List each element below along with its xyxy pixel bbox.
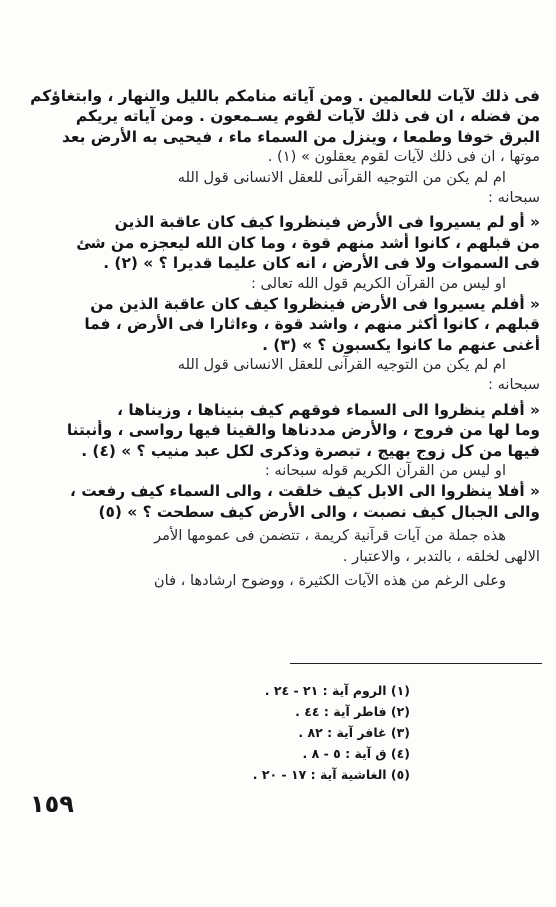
text-line: وما لها من فروج ، والأرض مددناها والقينا فيها رواسى ، وأنبتنا	[66, 421, 540, 440]
text-line: هذه جملة من آيات قرآنية كريمة ، تتضمن فى عمومها الأمر	[154, 527, 506, 545]
text-line: موتها ، ان فى ذلك لآيات لقوم يعقلون » (١) .	[267, 148, 540, 166]
text-line: وعلى الرغم من هذه الآيات الكثيرة ، ووضوح ارشادها ، فان	[153, 571, 506, 589]
text-line: « أو لم يسيروا فى الأرض فينظروا كيف كان عاقبة الذين	[114, 213, 540, 232]
text-line: « أفلم يسيروا فى الأرض فينظروا كيف كان عاقبة الذين من	[90, 294, 540, 313]
text-line: او ليس من القرآن الكريم قوله سبحانه :	[264, 462, 506, 480]
text-line: ام لم يكن من التوجيه القرآنى للعقل الانسانى قول الله	[177, 356, 506, 374]
footnote: (٣) غافر آية : ٨٢ .	[298, 725, 410, 740]
text-line: الالهى لخلقه ، بالتدبر ، والاعتبار .	[342, 547, 540, 565]
footnote-divider	[290, 663, 542, 664]
text-line: سبحانه :	[488, 376, 540, 394]
text-line: والى الجبال كيف نصبت ، والى الأرض كيف سطحت ؟ » (٥)	[98, 502, 540, 521]
footnote: (١) الروم آية : ٢١ - ٢٤ .	[264, 683, 410, 698]
text-line: أغنى عنهم ما كانوا يكسبون ؟ » (٣) .	[262, 335, 540, 354]
text-line: ام لم يكن من التوجيه القرآنى للعقل الانسانى قول الله	[177, 168, 506, 186]
footnote: (٥) الغاشية آية : ١٧ - ٢٠ .	[252, 767, 410, 782]
footnote: (٤) ق آية : ٥ - ٨ .	[302, 746, 410, 761]
footnotes	[210, 680, 410, 785]
body-text	[12, 86, 540, 591]
text-line: « أفلم ينظروا الى السماء فوقهم كيف بنيناها ، وزيناها ،	[117, 400, 540, 419]
text-line: او ليس من القرآن الكريم قول الله تعالى :	[250, 274, 506, 292]
page-number: ١٥٩	[30, 790, 74, 818]
text-line: سبحانه :	[488, 188, 540, 206]
text-line: من قبلهم ، كانوا أشد منهم قوة ، وما كان الله ليعجزه من شئ	[76, 233, 540, 252]
text-line: فى السموات ولا فى الأرض ، انه كان عليما قديرا ؟ » (٢) .	[103, 254, 540, 273]
text-line: من فضله ، ان فى ذلك لآيات لقوم يسـمعون . ومن آياته يريكم	[75, 107, 540, 126]
text-line: فى ذلك لآيات للعالمين . ومن آياته منامكم بالليل والنهار ، وابتغاؤكم	[30, 87, 540, 105]
text-line: البرق خوفا وطمعا ، وينزل من السماء ماء ، فيحيى به الأرض بعد	[62, 127, 540, 146]
text-line: قبلهم ، كانوا أكثر منهم ، واشد قوة ، وءاثارا فى الأرض ، فما	[84, 315, 540, 334]
footnote: (٢) فاطر آية : ٤٤ .	[295, 704, 410, 719]
text-line: فيها من كل زوج بهيج ، تبصرة وذكرى لكل عبد منيب ؟ » (٤) .	[81, 441, 540, 460]
text-line: « أفلا ينظروا الى الابل كيف خلقت ، والى السماء كيف رفعت ،	[70, 482, 540, 501]
